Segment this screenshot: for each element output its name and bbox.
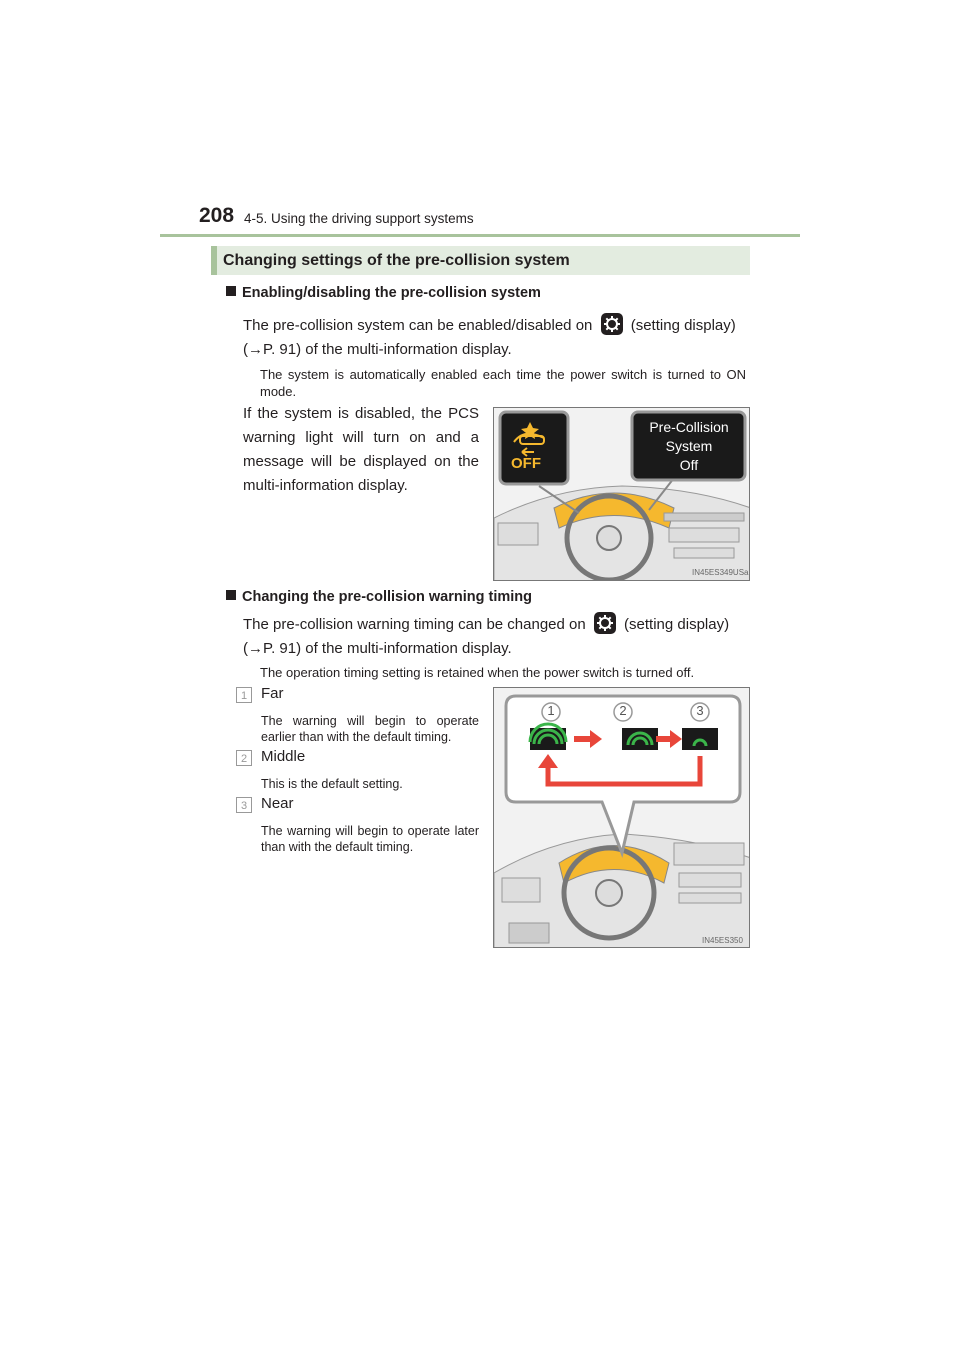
chapter-title: 4-5. Using the driving support systems	[244, 211, 474, 226]
disabled-paragraph: If the system is disabled, the PCS warning light will turn on and a message will be displayed on the multi-information display.	[243, 405, 479, 494]
timing-note: The operation timing setting is retained when the power switch is turned off.	[260, 665, 695, 680]
item-number-badge: 1	[236, 687, 252, 703]
section-title: Changing settings of the pre-collision system	[223, 252, 570, 269]
item-number-badge: 3	[236, 797, 252, 813]
gear-icon	[601, 313, 623, 335]
item-label-near: Near	[261, 795, 294, 812]
header-rule	[160, 234, 800, 237]
gear-icon	[594, 612, 616, 634]
square-bullet-icon	[226, 590, 236, 600]
page-number: 208	[199, 204, 235, 227]
item-label-far: Far	[261, 685, 284, 702]
item-desc-far: The warning will begin to operate earlier than with the default timing.	[261, 714, 479, 744]
figure-num-3: 3	[696, 703, 704, 718]
item-desc-near: The warning will begin to operate later than with the default timing.	[261, 824, 479, 854]
square-bullet-icon	[226, 286, 236, 296]
figure-code: IN45ES349USa	[692, 568, 749, 577]
off-indicator: OFF	[511, 455, 541, 472]
item-label-middle: Middle	[261, 748, 306, 765]
figure-num-2: 2	[619, 703, 627, 718]
timing-paragraph: The pre-collision warning timing can be changed on (setting display) (→P. 91) of the multi-information display.	[243, 612, 745, 661]
enable-heading: Enabling/disabling the pre-collision system	[226, 285, 541, 301]
figure-code: IN45ES350	[702, 936, 743, 945]
figure-pcs-off	[493, 407, 750, 581]
figure-warning-timing	[493, 687, 750, 948]
pcs-message: Pre-Collision System Off	[649, 419, 729, 473]
timing-illustration	[494, 688, 750, 948]
timing-heading: Changing the pre-collision warning timing	[226, 589, 532, 605]
enable-paragraph: The pre-collision system can be enabled/disabled on (setting display) (→P. 91) of the multi-information display.	[243, 313, 745, 362]
figure-num-1: 1	[547, 703, 555, 718]
item-desc-middle: This is the default setting.	[261, 777, 403, 791]
enable-note: The system is automatically enabled each time the power switch is turned to ON mode.	[260, 367, 746, 399]
item-number-badge: 2	[236, 750, 252, 766]
